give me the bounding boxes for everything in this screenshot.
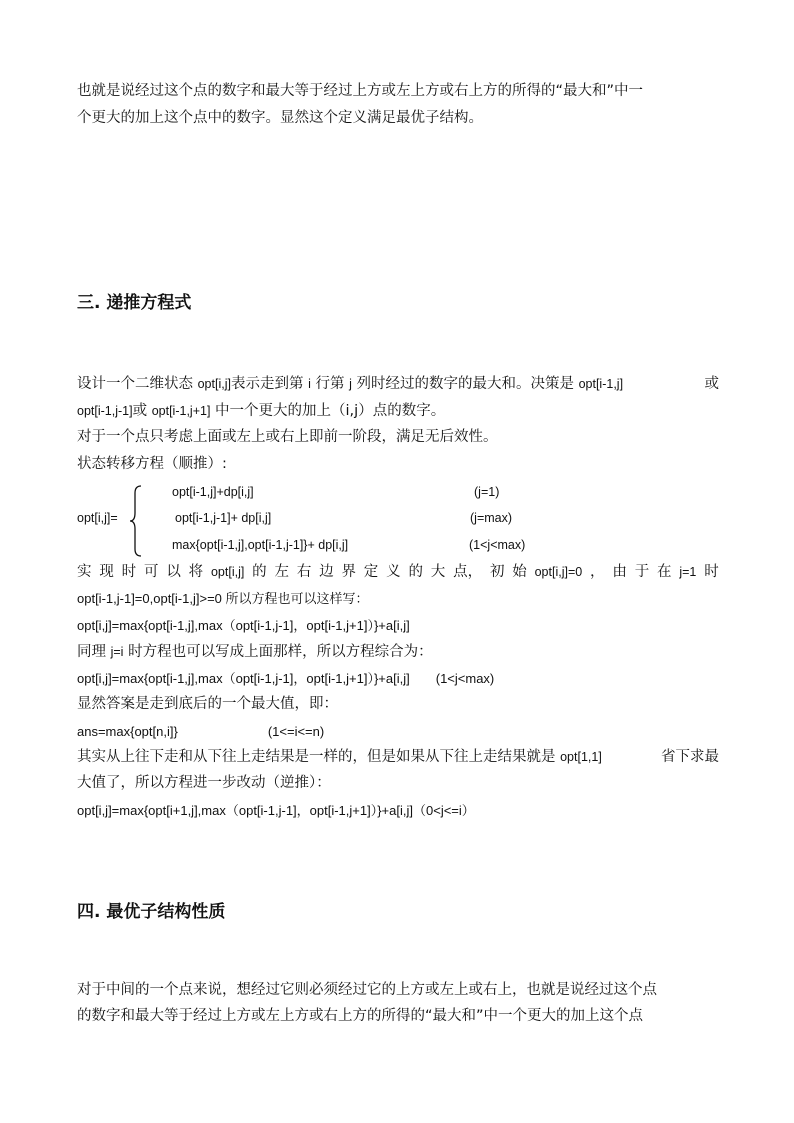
spread-word: opt[i,j] (210, 565, 245, 579)
code-term: j (349, 377, 352, 391)
answer-expr: ans=max{opt[n,i]} (77, 724, 178, 739)
equation-2 (77, 669, 494, 689)
piecewise-row-3-cond: (1<j<max) (469, 538, 526, 552)
spread-word: j=1 (679, 565, 697, 579)
text-run: 或 (704, 376, 719, 392)
spread-word: 由 (612, 564, 627, 580)
section-4-line-2: 的数字和最大等于经过上方或左上方或右上方的所得的“最大和”中一个更大的加上这个点 (77, 1008, 644, 1024)
text-run: 中一个更大的加上（i,j）点的数字。 (215, 403, 446, 419)
text-run: 行第 (315, 376, 345, 392)
section-3-paragraph-7-line-2: 大值了，所以方程进一步改动（逆推）： (77, 775, 331, 791)
code-term: j=i (110, 645, 124, 659)
text-run: 其实从上往下走和从下往上走结果是一样的，但是如果从下往上走结果就是 (77, 749, 556, 765)
section-3-paragraph-3: 状态转移方程（顺推）: (77, 456, 227, 472)
spread-word: 右 (296, 564, 312, 580)
text-run: 省下求最 (661, 749, 719, 765)
spread-word: 于 (634, 564, 650, 580)
text-run: 同理 (77, 644, 106, 660)
section-3-paragraph-1-line-1 (77, 374, 719, 394)
spread-word: 在 (657, 564, 672, 580)
text-run: 设计一个二维状态 (77, 376, 193, 392)
equation-3: opt[i,j]=max{opt[i+1,j],max（opt[i-1,j-1]，opt[i-1,j+1]）}+a[i,j]（0<j<=i） (77, 803, 475, 818)
spread-word: 的 (408, 564, 423, 580)
spread-word: 边 (319, 564, 334, 580)
section-3-paragraph-5 (77, 642, 433, 662)
text-run: opt[i-1,j-1]=0,opt[i-1,j]>=0 所以方程也可以这样写： (77, 591, 369, 606)
spread-word: 现 (99, 564, 114, 580)
spread-word: 的 (252, 564, 267, 580)
code-term: opt[i-1,j-1] (77, 404, 133, 418)
section-3-paragraph-7-line-1 (77, 747, 719, 767)
piecewise-row-1-expr: opt[i-1,j]+dp[i,j] (172, 485, 254, 499)
piecewise-row-1-cond: (j=1) (474, 485, 500, 499)
section-3-heading: 三. 递推方程式 (77, 293, 192, 313)
section-4-line-1: 对于中间的一个点来说，想经过它则必须经过它的上方或左上或右上，也就是说经过这个点 (77, 982, 657, 998)
code-term: opt[i,j] (197, 377, 231, 391)
answer-cond: (1<=i<=n) (267, 724, 325, 739)
equation-2-cond: (1<j<max) (435, 671, 495, 686)
piecewise-lhs: opt[i,j]= (77, 511, 118, 525)
spread-word: 大 (430, 564, 446, 580)
spread-word: 义 (386, 564, 401, 580)
piecewise-row-3-expr: max{opt[i-1,j],opt[i-1,j-1]}+ dp[i,j] (172, 538, 349, 552)
spread-word: 定 (363, 564, 379, 580)
spread-word: 以 (166, 564, 181, 580)
section-3-paragraph-2: 对于一个点只考虑上面或左上或右上即前一阶段，满足无后效性。 (77, 429, 498, 445)
code-term: opt[1,1] (560, 750, 602, 764)
text-run: 或 (132, 403, 148, 419)
left-brace-icon (128, 485, 144, 557)
spread-word: 将 (188, 564, 204, 580)
section-4-heading: 四. 最优子结构性质 (77, 902, 226, 922)
section-3-paragraph-4-line-1 (77, 562, 719, 582)
spread-word: 点， (453, 564, 483, 580)
spread-word: 时 (704, 564, 719, 580)
spread-word: 实 (77, 564, 92, 580)
intro-line-1: 也就是说经过这个点的数字和最大等于经过上方或左上方或右上方的所得的“最大和”中一 (77, 83, 644, 99)
code-term: opt[i-1,j+1] (151, 404, 211, 418)
text-run: 时方程也可以写成上面那样，所以方程综合为： (128, 644, 433, 660)
spread-word: 始 (512, 564, 527, 580)
piecewise-row-2-expr: opt[i-1,j-1]+ dp[i,j] (175, 511, 272, 525)
spread-word: 界 (341, 564, 356, 580)
spread-word: 时 (121, 564, 137, 580)
text-run: 列时经过的数字的最大和。决策是 (356, 376, 574, 392)
equation-2-expr: opt[i,j]=max{opt[i-1,j],max（opt[i-1,j-1]，opt[i-1,j+1]）}+a[i,j] (77, 671, 410, 686)
piecewise-row-2-cond: (j=max) (470, 511, 513, 525)
answer-equation (77, 722, 324, 742)
section-3-paragraph-1-line-2 (77, 401, 445, 421)
spread-word: opt[i,j]=0 (534, 565, 583, 579)
equation-1: opt[i,j]=max{opt[i-1,j],max（opt[i-1,j-1]，opt[i-1,j+1]）}+a[i,j] (77, 618, 410, 633)
code-term: i (308, 377, 311, 391)
spread-word: 可 (143, 564, 159, 580)
spread-word: ， (590, 564, 605, 580)
spread-word: 初 (489, 564, 505, 580)
spread-word: 左 (274, 564, 289, 580)
code-term: opt[i-1,j] (578, 377, 624, 391)
section-3-paragraph-6: 显然答案是走到底后的一个最大值，即： (77, 696, 338, 712)
text-run: 表示走到第 (230, 376, 304, 392)
section-3-paragraph-4-line-2 (77, 589, 369, 609)
intro-line-2: 个更大的加上这个点中的数字。显然这个定义满足最优子结构。 (77, 110, 483, 126)
